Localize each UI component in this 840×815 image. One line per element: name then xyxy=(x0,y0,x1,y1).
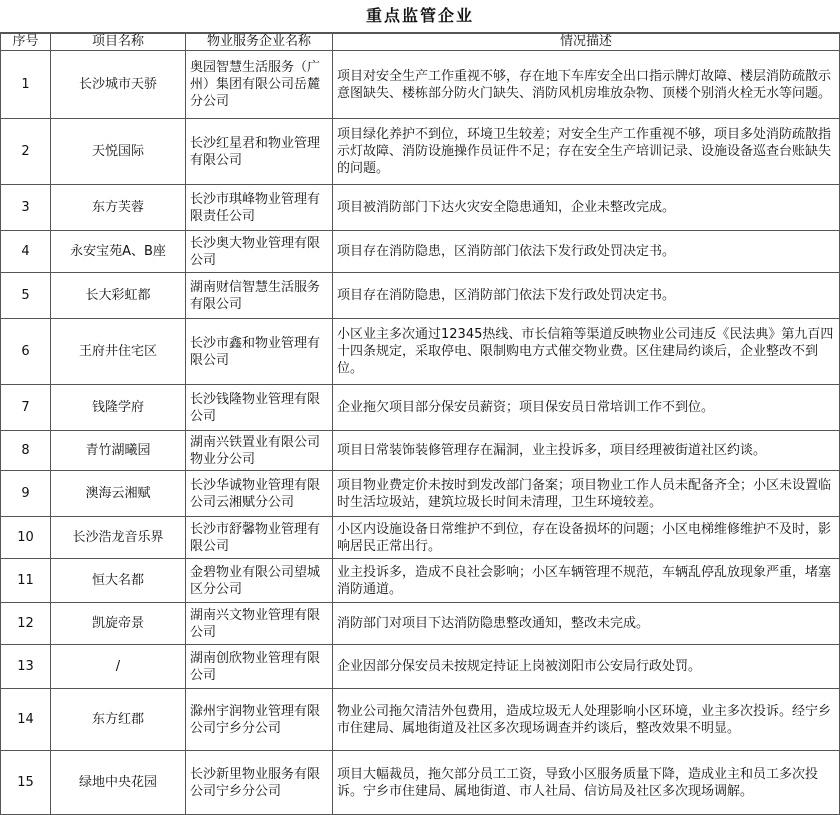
supervision-table xyxy=(0,33,840,815)
company-name: 湖南兴文物业管理有限公司 xyxy=(186,603,333,645)
page-title: 重点监管企业 xyxy=(0,0,840,33)
situation-description: 小区业主多次通过12345热线、市长信箱等渠道反映物业公司违反《民法典》第九百四十四条规定，采取停电、限制购电方式催交物业费。区住建局约谈后，企业整改不到位。 xyxy=(333,319,840,385)
row-number: 1 xyxy=(1,51,51,119)
header-name: 项目名称 xyxy=(51,34,186,51)
row-number: 4 xyxy=(1,231,51,273)
table-row xyxy=(1,185,840,231)
row-number: 14 xyxy=(1,689,51,751)
project-name: 凯旋帝景 xyxy=(51,603,186,645)
header-desc: 情况描述 xyxy=(333,34,840,51)
company-name: 长沙市琪峰物业管理有限责任公司 xyxy=(186,185,333,231)
situation-description: 项目物业费定价未按时到发改部门备案；项目物业工作人员未配备齐全；小区未设置临时生活垃圾站，建筑垃圾长时间未清理，卫生环境较差。 xyxy=(333,471,840,517)
project-name: 长沙浩龙音乐界 xyxy=(51,517,186,559)
row-number: 5 xyxy=(1,273,51,319)
table-row xyxy=(1,273,840,319)
row-number: 3 xyxy=(1,185,51,231)
project-name: 长大彩虹都 xyxy=(51,273,186,319)
table-row xyxy=(1,385,840,431)
table-row xyxy=(1,645,840,689)
situation-description: 企业因部分保安员未按规定持证上岗被浏阳市公安局行政处罚。 xyxy=(333,645,840,689)
project-name: 绿地中央花园 xyxy=(51,751,186,815)
company-name: 滁州宇润物业管理有限公司宁乡分公司 xyxy=(186,689,333,751)
row-number: 13 xyxy=(1,645,51,689)
row-number: 12 xyxy=(1,603,51,645)
project-name: 东方红郡 xyxy=(51,689,186,751)
table-row xyxy=(1,231,840,273)
situation-description: 企业拖欠项目部分保安员薪资；项目保安员日常培训工作不到位。 xyxy=(333,385,840,431)
table-row xyxy=(1,517,840,559)
header-no: 序号 xyxy=(1,34,51,51)
table-row xyxy=(1,471,840,517)
situation-description: 业主投诉多，造成不良社会影响；小区车辆管理不规范，车辆乱停乱放现象严重，堵塞消防通道。 xyxy=(333,559,840,603)
company-name: 长沙红星君和物业管理有限公司 xyxy=(186,119,333,185)
company-name: 长沙华诚物业管理有限公司云湘赋分公司 xyxy=(186,471,333,517)
company-name: 长沙市舒馨物业管理有限公司 xyxy=(186,517,333,559)
project-name: 永安宝苑A、B座 xyxy=(51,231,186,273)
table-row xyxy=(1,431,840,471)
project-name: 钱隆学府 xyxy=(51,385,186,431)
company-name: 长沙新里物业服务有限公司宁乡分公司 xyxy=(186,751,333,815)
situation-description: 项目存在消防隐患，区消防部门依法下发行政处罚决定书。 xyxy=(333,273,840,319)
situation-description: 小区内设施设备日常维护不到位，存在设备损坏的问题；小区电梯维修维护不及时，影响居民正常出行。 xyxy=(333,517,840,559)
company-name: 奥园智慧生活服务（广州）集团有限公司岳麓分公司 xyxy=(186,51,333,119)
project-name: 王府井住宅区 xyxy=(51,319,186,385)
situation-description: 项目大幅裁员，拖欠部分员工工资，导致小区服务质量下降，造成业主和员工多次投诉。宁乡市住建局、属地街道、市人社局、信访局及社区多次现场调解。 xyxy=(333,751,840,815)
project-name: 恒大名都 xyxy=(51,559,186,603)
situation-description: 项目被消防部门下达火灾安全隐患通知，企业未整改完成。 xyxy=(333,185,840,231)
company-name: 长沙市鑫和物业管理有限公司 xyxy=(186,319,333,385)
table-row xyxy=(1,559,840,603)
situation-description: 项目存在消防隐患，区消防部门依法下发行政处罚决定书。 xyxy=(333,231,840,273)
company-name: 长沙奥大物业管理有限公司 xyxy=(186,231,333,273)
table-row xyxy=(1,319,840,385)
row-number: 9 xyxy=(1,471,51,517)
project-name: 长沙城市天骄 xyxy=(51,51,186,119)
table-row xyxy=(1,689,840,751)
row-number: 7 xyxy=(1,385,51,431)
table-body xyxy=(1,51,840,815)
table-row xyxy=(1,603,840,645)
company-name: 金碧物业有限公司望城区分公司 xyxy=(186,559,333,603)
table-row xyxy=(1,119,840,185)
project-name: 天悦国际 xyxy=(51,119,186,185)
project-name: / xyxy=(51,645,186,689)
company-name: 湖南创欣物业管理有限公司 xyxy=(186,645,333,689)
situation-description: 物业公司拖欠清洁外包费用，造成垃圾无人处理影响小区环境，业主多次投诉。经宁乡市住建局、属地街道及社区多次现场调查并约谈后，整改效果不明显。 xyxy=(333,689,840,751)
row-number: 2 xyxy=(1,119,51,185)
project-name: 东方芙蓉 xyxy=(51,185,186,231)
row-number: 11 xyxy=(1,559,51,603)
row-number: 10 xyxy=(1,517,51,559)
company-name: 湖南兴铁置业有限公司物业分公司 xyxy=(186,431,333,471)
table-header-row xyxy=(1,34,840,51)
row-number: 6 xyxy=(1,319,51,385)
situation-description: 项目日常装饰装修管理存在漏洞，业主投诉多，项目经理被街道社区约谈。 xyxy=(333,431,840,471)
situation-description: 消防部门对项目下达消防隐患整改通知，整改未完成。 xyxy=(333,603,840,645)
company-name: 湖南财信智慧生活服务有限公司 xyxy=(186,273,333,319)
company-name: 长沙钱隆物业管理有限公司 xyxy=(186,385,333,431)
situation-description: 项目绿化养护不到位，环境卫生较差；对安全生产工作重视不够，项目多处消防疏散指示灯故障、消防设施操作员证件不足；存在安全生产培训记录、设施设备巡查台账缺失的问题。 xyxy=(333,119,840,185)
project-name: 青竹湖曦园 xyxy=(51,431,186,471)
situation-description: 项目对安全生产工作重视不够，存在地下车库安全出口指示牌灯故障、楼层消防疏散示意图缺失、楼栋部分防火门缺失、消防风机房堆放杂物、顶楼个别消火栓无水等问题。 xyxy=(333,51,840,119)
header-company: 物业服务企业名称 xyxy=(186,34,333,51)
table-row xyxy=(1,751,840,815)
row-number: 15 xyxy=(1,751,51,815)
table-row xyxy=(1,51,840,119)
project-name: 澳海云湘赋 xyxy=(51,471,186,517)
row-number: 8 xyxy=(1,431,51,471)
